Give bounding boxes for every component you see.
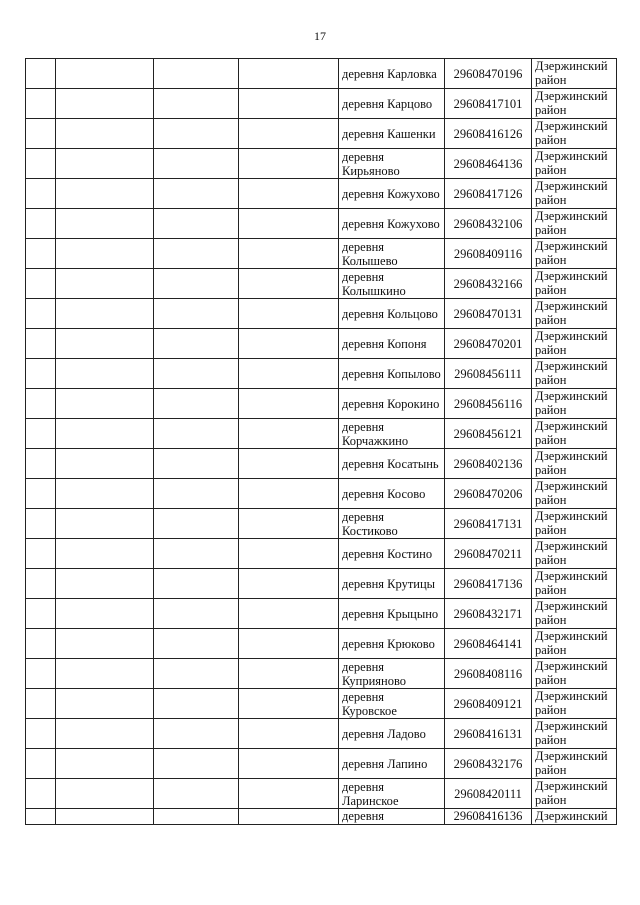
empty-cell [26, 779, 56, 809]
table-row [26, 269, 617, 299]
empty-cell [26, 119, 56, 149]
district-cell: Дзержинский район [532, 749, 617, 779]
settlement-name-cell: деревня Косово [339, 479, 445, 509]
district-cell: Дзержинский район [532, 479, 617, 509]
empty-cell [56, 329, 154, 359]
empty-cell [239, 629, 339, 659]
empty-cell [26, 599, 56, 629]
oktmo-code-cell: 29608470201 [445, 329, 532, 359]
table-row [26, 179, 617, 209]
empty-cell [239, 659, 339, 689]
empty-cell [239, 419, 339, 449]
empty-cell [239, 389, 339, 419]
district-cell: Дзержинский район [532, 539, 617, 569]
empty-cell [239, 479, 339, 509]
empty-cell [154, 359, 239, 389]
settlement-name-cell: деревня Крюково [339, 629, 445, 659]
settlement-name-cell: деревня Колышево [339, 239, 445, 269]
settlement-name-cell: деревня Колышкино [339, 269, 445, 299]
empty-cell [154, 599, 239, 629]
settlement-name-cell: деревня Косатынь [339, 449, 445, 479]
settlement-name-cell: деревня Ладово [339, 719, 445, 749]
empty-cell [56, 419, 154, 449]
settlement-name-cell: деревня Кожухово [339, 179, 445, 209]
empty-cell [56, 629, 154, 659]
empty-cell [239, 569, 339, 599]
page-number: 17 [314, 29, 326, 43]
district-cell: Дзержинский [532, 809, 617, 825]
oktmo-code-cell: 29608417126 [445, 179, 532, 209]
oktmo-code-cell: 29608417101 [445, 89, 532, 119]
empty-cell [26, 719, 56, 749]
empty-cell [239, 179, 339, 209]
empty-cell [26, 149, 56, 179]
settlement-name-cell: деревня Копылово [339, 359, 445, 389]
empty-cell [56, 299, 154, 329]
empty-cell [56, 719, 154, 749]
district-cell: Дзержинский район [532, 179, 617, 209]
empty-cell [56, 119, 154, 149]
empty-cell [239, 749, 339, 779]
settlement-name-cell: деревня Карловка [339, 59, 445, 89]
district-cell: Дзержинский район [532, 269, 617, 299]
empty-cell [154, 809, 239, 825]
empty-cell [26, 569, 56, 599]
empty-cell [239, 689, 339, 719]
oktmo-code-cell: 29608456111 [445, 359, 532, 389]
oktmo-code-cell: 29608456116 [445, 389, 532, 419]
oktmo-code-cell: 29608420111 [445, 779, 532, 809]
empty-cell [26, 809, 56, 825]
oktmo-code-cell: 29608464141 [445, 629, 532, 659]
settlement-name-cell: деревня Корокино [339, 389, 445, 419]
table-row [26, 359, 617, 389]
empty-cell [239, 89, 339, 119]
oktmo-code-cell: 29608417136 [445, 569, 532, 599]
table-row [26, 59, 617, 89]
table-row [26, 239, 617, 269]
table-row [26, 629, 617, 659]
empty-cell [26, 359, 56, 389]
empty-cell [26, 299, 56, 329]
empty-cell [56, 479, 154, 509]
empty-cell [154, 119, 239, 149]
settlement-name-cell: деревня Лапино [339, 749, 445, 779]
empty-cell [154, 479, 239, 509]
district-cell: Дзержинский район [532, 509, 617, 539]
table-row [26, 89, 617, 119]
empty-cell [154, 419, 239, 449]
settlement-name-cell: деревня Костиково [339, 509, 445, 539]
empty-cell [26, 179, 56, 209]
oktmo-code-cell: 29608409116 [445, 239, 532, 269]
district-cell: Дзержинский район [532, 329, 617, 359]
empty-cell [239, 329, 339, 359]
empty-cell [56, 269, 154, 299]
district-cell: Дзержинский район [532, 209, 617, 239]
table-row [26, 689, 617, 719]
settlement-name-cell: деревня Корчажкино [339, 419, 445, 449]
empty-cell [154, 539, 239, 569]
settlement-name-cell: деревня Куприяново [339, 659, 445, 689]
oktmo-code-cell: 29608432171 [445, 599, 532, 629]
empty-cell [26, 89, 56, 119]
table-row [26, 299, 617, 329]
empty-cell [26, 269, 56, 299]
empty-cell [239, 449, 339, 479]
empty-cell [239, 119, 339, 149]
empty-cell [56, 599, 154, 629]
oktmo-code-cell: 29608409121 [445, 689, 532, 719]
district-cell: Дзержинский район [532, 659, 617, 689]
settlement-name-cell: деревня Куровское [339, 689, 445, 719]
settlement-name-cell: деревня Кожухово [339, 209, 445, 239]
empty-cell [56, 209, 154, 239]
empty-cell [56, 59, 154, 89]
settlement-name-cell: деревня Карцово [339, 89, 445, 119]
empty-cell [239, 809, 339, 825]
empty-cell [56, 449, 154, 479]
district-cell: Дзержинский район [532, 89, 617, 119]
empty-cell [26, 539, 56, 569]
district-cell: Дзержинский район [532, 719, 617, 749]
district-cell: Дзержинский район [532, 629, 617, 659]
oktmo-code-cell: 29608416131 [445, 719, 532, 749]
oktmo-code-cell: 29608470131 [445, 299, 532, 329]
empty-cell [154, 509, 239, 539]
empty-cell [154, 449, 239, 479]
empty-cell [26, 329, 56, 359]
empty-cell [26, 509, 56, 539]
empty-cell [154, 629, 239, 659]
table-row [26, 149, 617, 179]
settlement-name-cell: деревня Крыцыно [339, 599, 445, 629]
empty-cell [26, 389, 56, 419]
table-row [26, 479, 617, 509]
table-row [26, 569, 617, 599]
empty-cell [154, 269, 239, 299]
empty-cell [239, 509, 339, 539]
table-row [26, 449, 617, 479]
empty-cell [154, 779, 239, 809]
district-cell: Дзержинский район [532, 449, 617, 479]
settlement-name-cell: деревня Кольцово [339, 299, 445, 329]
empty-cell [154, 299, 239, 329]
empty-cell [239, 149, 339, 179]
oktmo-code-cell: 29608408116 [445, 659, 532, 689]
empty-cell [239, 779, 339, 809]
empty-cell [239, 59, 339, 89]
district-cell: Дзержинский район [532, 359, 617, 389]
table-row-partial [26, 809, 617, 825]
empty-cell [56, 659, 154, 689]
district-cell: Дзержинский район [532, 239, 617, 269]
settlement-name-cell: деревня Костино [339, 539, 445, 569]
empty-cell [56, 389, 154, 419]
empty-cell [239, 719, 339, 749]
empty-cell [26, 449, 56, 479]
empty-cell [56, 539, 154, 569]
oktmo-code-cell: 29608432166 [445, 269, 532, 299]
oktmo-code-cell: 29608417131 [445, 509, 532, 539]
empty-cell [239, 539, 339, 569]
empty-cell [154, 659, 239, 689]
empty-cell [239, 209, 339, 239]
empty-cell [26, 689, 56, 719]
district-cell: Дзержинский район [532, 419, 617, 449]
oktmo-code-cell: 29608470211 [445, 539, 532, 569]
empty-cell [26, 749, 56, 779]
empty-cell [56, 239, 154, 269]
empty-cell [26, 59, 56, 89]
oktmo-code-cell: 29608402136 [445, 449, 532, 479]
empty-cell [26, 629, 56, 659]
district-cell: Дзержинский район [532, 689, 617, 719]
empty-cell [26, 659, 56, 689]
empty-cell [56, 509, 154, 539]
empty-cell [154, 209, 239, 239]
empty-cell [239, 299, 339, 329]
table-row [26, 719, 617, 749]
settlement-name-cell: деревня Ларинское [339, 779, 445, 809]
district-cell: Дзержинский район [532, 569, 617, 599]
table-row [26, 599, 617, 629]
table-row [26, 509, 617, 539]
empty-cell [154, 239, 239, 269]
table-row [26, 119, 617, 149]
empty-cell [154, 179, 239, 209]
empty-cell [154, 569, 239, 599]
oktmo-code-cell: 29608470196 [445, 59, 532, 89]
district-cell: Дзержинский район [532, 59, 617, 89]
empty-cell [56, 179, 154, 209]
table-row [26, 419, 617, 449]
empty-cell [56, 809, 154, 825]
empty-cell [26, 419, 56, 449]
settlement-name-cell: деревня Копоня [339, 329, 445, 359]
oktmo-code-cell: 29608416136 [445, 809, 532, 825]
table-row [26, 389, 617, 419]
table-row [26, 209, 617, 239]
table-row [26, 749, 617, 779]
empty-cell [239, 359, 339, 389]
empty-cell [56, 149, 154, 179]
empty-cell [154, 59, 239, 89]
empty-cell [154, 719, 239, 749]
empty-cell [239, 239, 339, 269]
empty-cell [56, 569, 154, 599]
oktmo-code-cell: 29608464136 [445, 149, 532, 179]
empty-cell [56, 89, 154, 119]
district-cell: Дзержинский район [532, 299, 617, 329]
district-cell: Дзержинский район [532, 389, 617, 419]
settlements-table [25, 58, 617, 825]
settlement-name-cell: деревня Кашенки [339, 119, 445, 149]
settlement-name-cell: деревня Кирьяново [339, 149, 445, 179]
oktmo-code-cell: 29608432176 [445, 749, 532, 779]
oktmo-code-cell: 29608416126 [445, 119, 532, 149]
table-row [26, 329, 617, 359]
empty-cell [26, 209, 56, 239]
settlement-name-cell: деревня [339, 809, 445, 825]
oktmo-code-cell: 29608470206 [445, 479, 532, 509]
empty-cell [56, 779, 154, 809]
empty-cell [154, 149, 239, 179]
empty-cell [154, 389, 239, 419]
district-cell: Дзержинский район [532, 149, 617, 179]
settlement-name-cell: деревня Крутицы [339, 569, 445, 599]
district-cell: Дзержинский район [532, 599, 617, 629]
table-row [26, 539, 617, 569]
empty-cell [56, 359, 154, 389]
empty-cell [154, 749, 239, 779]
district-cell: Дзержинский район [532, 779, 617, 809]
empty-cell [239, 269, 339, 299]
table-row [26, 779, 617, 809]
empty-cell [26, 479, 56, 509]
table-row [26, 659, 617, 689]
empty-cell [26, 239, 56, 269]
oktmo-code-cell: 29608432106 [445, 209, 532, 239]
empty-cell [154, 689, 239, 719]
empty-cell [56, 749, 154, 779]
empty-cell [239, 599, 339, 629]
empty-cell [154, 329, 239, 359]
district-cell: Дзержинский район [532, 119, 617, 149]
empty-cell [56, 689, 154, 719]
oktmo-code-cell: 29608456121 [445, 419, 532, 449]
empty-cell [154, 89, 239, 119]
